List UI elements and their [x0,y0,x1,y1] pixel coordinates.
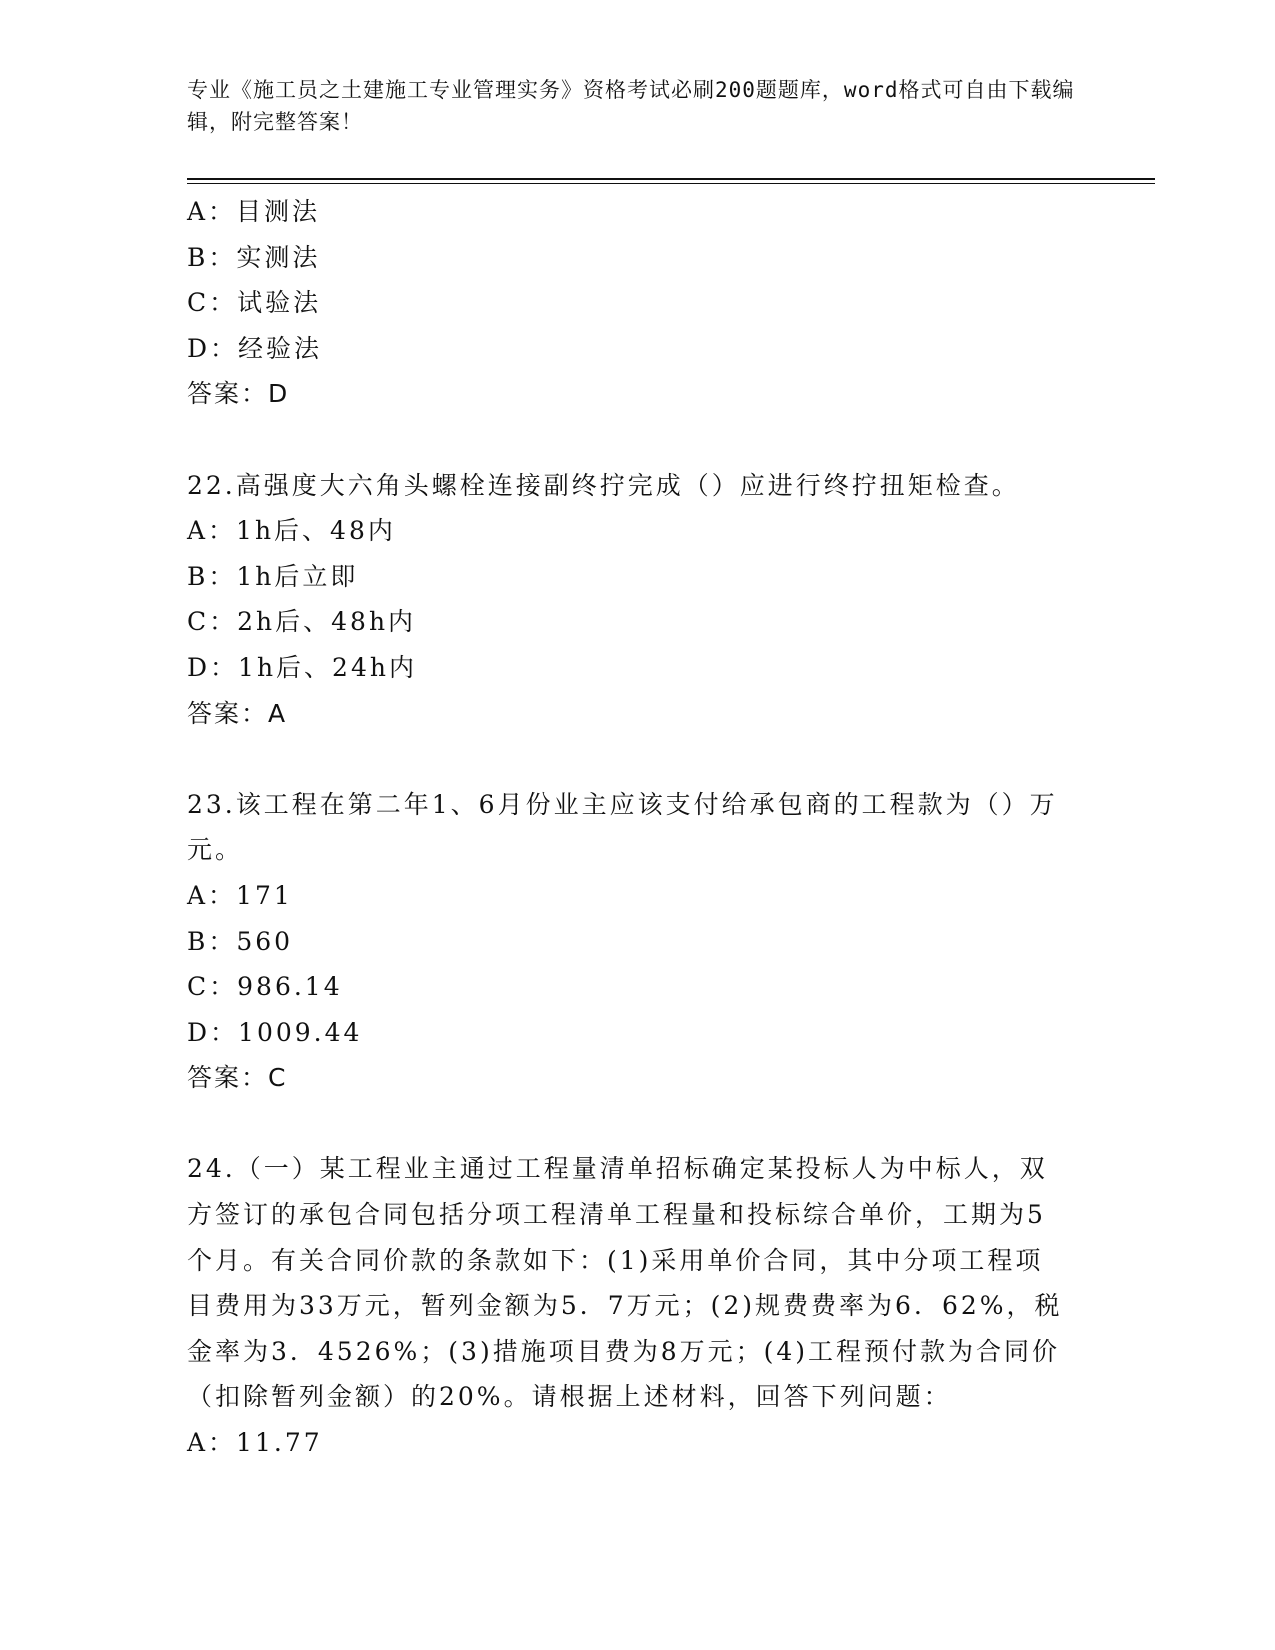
option-c: C：986.14 [187,972,343,1002]
option-b: B：1h后立即 [187,561,359,591]
option-a: A：目测法 [187,197,321,226]
option-a: A：1h后、48内 [187,516,396,546]
header-divider-thick [187,178,1155,180]
spacer [187,417,1087,463]
question-stem: 24.（一）某工程业主通过工程量清单招标确定某投标人为中标人，双方签订的承包合同包括分项工程清单工程量和投标综合单价，工期为5个月。有关合同价款的条款如下：(1)采用单价合同，其中分项工程项目费用为33万元，暂列金额为5．7万元；(2)规费费率为6．62%，税金率为3．4526%；(3)措施项目费为8万元；(4)工程预付款为合同价（扣除暂列金额）的20%。请根据上述材料，回答下列问题： [187,1154,1063,1412]
question-stem: 23.该工程在第二年1、6月份业主应该支付给承包商的工程款为（）万元。 [187,789,1058,865]
question-22 [187,463,1087,737]
answer-line: 答案：A [187,698,288,728]
question-21-continued [187,189,1087,417]
header-divider-thin [187,183,1155,184]
option-a: A：11.77 [187,1428,323,1458]
spacer [187,1101,1087,1147]
option-c: C：试验法 [187,288,322,318]
option-a: A：171 [187,880,293,910]
option-d: D：经验法 [187,333,323,363]
answer-line: 答案：C [187,1063,288,1093]
question-23 [187,782,1087,1101]
answer-line: 答案：D [187,379,290,409]
question-list [187,189,1087,1466]
question-stem: 22.高强度大六角头螺栓连接副终拧完成（）应进行终拧扭矩检查。 [187,470,1020,500]
spacer [187,736,1087,782]
option-d: D：1h后、24h内 [187,652,417,682]
option-d: D：1009.44 [187,1017,363,1047]
option-b: B：实测法 [187,242,321,272]
option-b: B：560 [187,926,294,956]
document-header: 专业《施工员之土建施工专业管理实务》资格考试必刷200题题库，word格式可自由下载编辑，附完整答案！ [187,78,1075,134]
option-c: C：2h后、48h内 [187,607,417,637]
question-24 [187,1146,1087,1465]
